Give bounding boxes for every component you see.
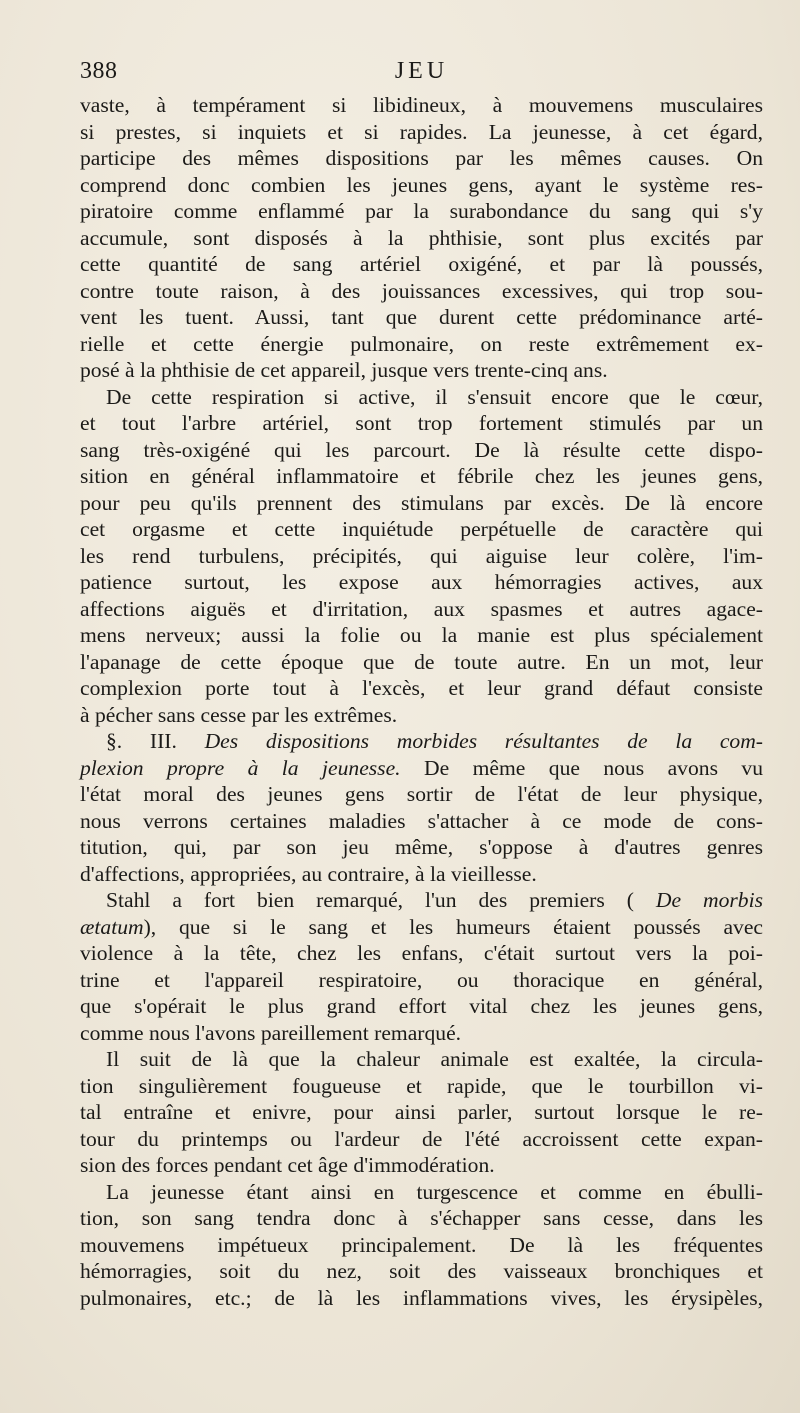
- text-line: [80, 781, 763, 808]
- text-line: [80, 967, 763, 994]
- text-line: [80, 887, 763, 914]
- text-line: [80, 569, 763, 596]
- text-line: [80, 1046, 763, 1073]
- italic-text: De morbis: [633, 888, 763, 912]
- text-segment: pulmonaires, etc.; de là les inflammations vives, les érysipèles,: [80, 1285, 763, 1310]
- text-line: [80, 1285, 763, 1312]
- text-segment: §. III.: [106, 729, 205, 753]
- italic-text: ætatum: [80, 914, 144, 939]
- text-line: [80, 543, 763, 570]
- text-segment: et tout l'arbre artériel, sont trop fortement stimulés par un: [80, 411, 763, 435]
- text-segment: trine et l'appareil respiratoire, ou thoracique en général,: [80, 967, 763, 992]
- text-line: [80, 755, 763, 782]
- text-segment: titution, qui, par son jeu même, s'oppose à d'autres genres: [80, 835, 763, 859]
- text-line: [80, 278, 763, 305]
- text-line: [80, 1152, 763, 1179]
- text-line: [80, 1126, 763, 1153]
- text-line: [80, 172, 763, 199]
- text-line: [80, 119, 763, 146]
- text-segment: les rend turbulens, précipités, qui aiguise leur colère, l'im-: [80, 543, 763, 568]
- text-segment: l'apanage de cette époque que de toute autre. En un mot, leur: [80, 649, 763, 674]
- text-line: [80, 1099, 763, 1126]
- text-segment: à pécher sans cesse par les extrêmes.: [80, 702, 398, 727]
- text-segment: cet orgasme et cette inquiétude perpétuelle de caractère qui: [80, 517, 763, 541]
- text-segment: cette quantité de sang artériel oxigéné, et par là poussés,: [80, 252, 763, 276]
- text-line: [80, 1073, 763, 1100]
- text-line: [80, 914, 763, 941]
- text-segment: mens nerveux; aussi la folie ou la manie est plus spécialement: [80, 623, 763, 647]
- text-line: [80, 940, 763, 967]
- text-line: [80, 410, 763, 437]
- text-line: [80, 1258, 763, 1285]
- text-line: [80, 1205, 763, 1232]
- text-segment: sang très-oxigéné qui les parcourt. De là résulte cette dispo-: [80, 437, 763, 462]
- text-line: [80, 1179, 763, 1206]
- page-number: 388: [80, 58, 118, 84]
- text-segment: De même que nous avons vu: [400, 755, 763, 780]
- text-line: [80, 437, 763, 464]
- text-segment: posé à la phthisie de cet appareil, jusque vers trente-cinq ans.: [80, 358, 608, 382]
- text-segment: De cette respiration si active, il s'ensuit encore que le cœur,: [106, 384, 763, 409]
- text-segment: vent les tuent. Aussi, tant que durent cette prédominance arté-: [80, 305, 763, 329]
- running-head: JEU: [394, 58, 449, 84]
- text-line: [80, 1232, 763, 1259]
- text-line: [80, 463, 763, 490]
- text-line: [80, 331, 763, 358]
- text-line: [80, 808, 763, 835]
- text-line: [80, 384, 763, 411]
- text-segment: mouvemens impétueux principalement. De là les fréquentes: [80, 1232, 763, 1257]
- text-segment: complexion porte tout à l'excès, et leur grand défaut consiste: [80, 676, 763, 700]
- text-segment: rielle et cette énergie pulmonaire, on reste extrêmement ex-: [80, 331, 763, 356]
- text-segment: hémorragies, soit du nez, soit des vaisseaux bronchiques et: [80, 1259, 763, 1283]
- text-segment: l'état moral des jeunes gens sortir de l'état de leur physique,: [80, 782, 763, 806]
- text-segment: comme nous l'avons pareillement remarqué.: [80, 1020, 462, 1045]
- text-line: [80, 304, 763, 331]
- text-line: [80, 622, 763, 649]
- text-segment: si prestes, si inquiets et si rapides. La jeunesse, à cet égard,: [80, 119, 763, 144]
- page-header: [80, 58, 763, 88]
- text-line: [80, 596, 763, 623]
- text-line: [80, 145, 763, 172]
- text-segment: violence à la tête, chez les enfans, c'était surtout vers la poi-: [80, 941, 763, 965]
- text-line: [80, 92, 763, 119]
- text-segment: sition en général inflammatoire et fébrile chez les jeunes gens,: [80, 464, 763, 488]
- text-segment: tal entraîne et enivre, pour ainsi parler, surtout lorsque le re-: [80, 1100, 763, 1124]
- text-segment: que s'opérait le plus grand effort vital chez les jeunes gens,: [80, 994, 763, 1018]
- text-line: [80, 702, 763, 729]
- text-line: [80, 251, 763, 278]
- text-line: [80, 728, 763, 755]
- text-segment: piratoire comme enflammé par la surabondance du sang qui s'y: [80, 199, 763, 223]
- text-line: [80, 516, 763, 543]
- text-segment: vaste, à tempérament si libidineux, à mouvemens musculaires: [80, 93, 763, 117]
- text-segment: Il suit de là que la chaleur animale est exaltée, la circula-: [106, 1047, 763, 1071]
- text-segment: nous verrons certaines maladies s'attacher à ce mode de cons-: [80, 808, 763, 833]
- text-line: [80, 993, 763, 1020]
- text-line: [80, 649, 763, 676]
- text-segment: accumule, sont disposés à la phthisie, sont plus excités par: [80, 225, 763, 250]
- text-segment: Stahl a fort bien remarqué, l'un des premiers (: [106, 888, 634, 912]
- italic-text: plexion propre à la jeunesse.: [80, 755, 401, 780]
- text-segment: patience surtout, les expose aux hémorragies actives, aux: [80, 570, 763, 594]
- text-segment: affections aiguës et d'irritation, aux spasmes et autres agace-: [80, 596, 763, 621]
- text-line: [80, 675, 763, 702]
- italic-text: Des dispositions morbides résultantes de la com-: [204, 729, 763, 753]
- text-segment: pour peu qu'ils prennent des stimulans par excès. De là encore: [80, 490, 763, 515]
- body-text: [80, 92, 763, 1311]
- text-segment: sion des forces pendant cet âge d'immodération.: [80, 1153, 495, 1177]
- text-line: [80, 357, 763, 384]
- text-segment: tion singulièrement fougueuse et rapide, que le tourbillon vi-: [80, 1073, 763, 1098]
- text-segment: participe des mêmes dispositions par les mêmes causes. On: [80, 146, 763, 170]
- text-segment: ), que si le sang et les humeurs étaient poussés avec: [143, 914, 763, 939]
- text-line: [80, 1020, 763, 1047]
- text-line: [80, 490, 763, 517]
- text-segment: comprend donc combien les jeunes gens, ayant le système res-: [80, 172, 763, 197]
- text-segment: La jeunesse étant ainsi en turgescence et comme en ébulli-: [106, 1179, 763, 1204]
- text-line: [80, 834, 763, 861]
- text-line: [80, 225, 763, 252]
- text-segment: tour du printemps ou l'ardeur de l'été accroissent cette expan-: [80, 1126, 763, 1151]
- text-line: [80, 198, 763, 225]
- text-segment: tion, son sang tendra donc à s'échapper sans cesse, dans les: [80, 1206, 763, 1230]
- text-segment: contre toute raison, à des jouissances excessives, qui trop sou-: [80, 278, 763, 303]
- text-segment: d'affections, appropriées, au contraire, à la vieillesse.: [80, 861, 537, 886]
- text-line: [80, 861, 763, 888]
